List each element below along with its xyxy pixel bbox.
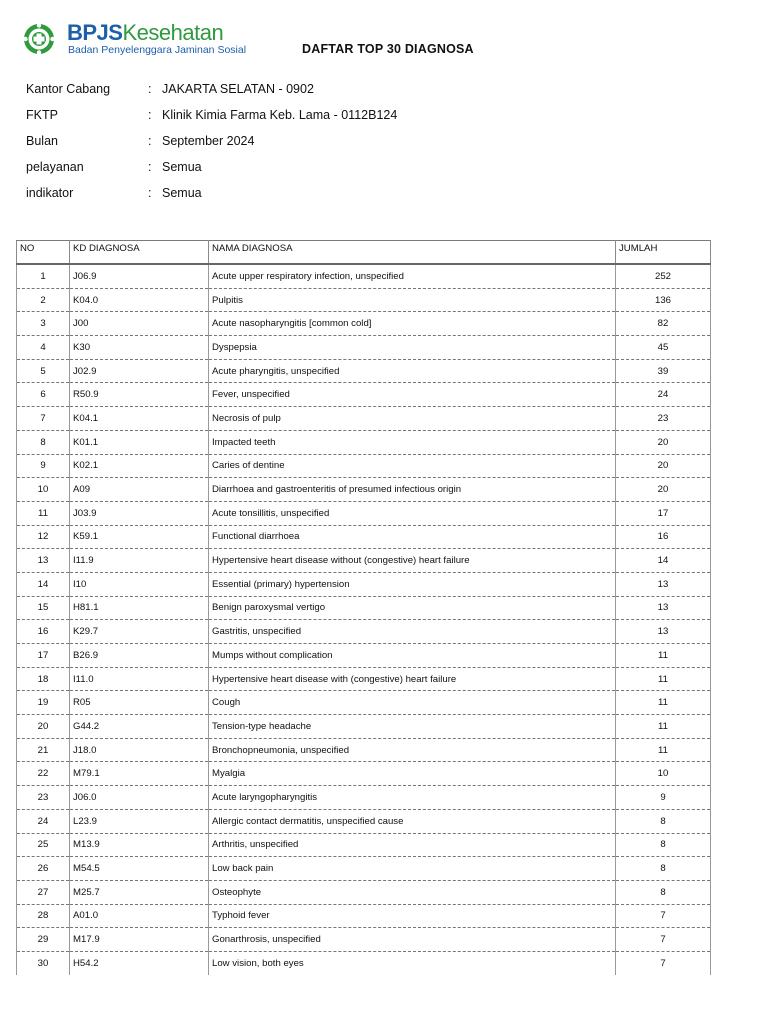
- cell-jumlah: 17: [616, 501, 711, 525]
- cell-kd-diagnosa: J02.9: [70, 359, 209, 383]
- cell-kd-diagnosa: M79.1: [70, 762, 209, 786]
- table-header-row: [17, 241, 711, 265]
- cell-kd-diagnosa: L23.9: [70, 809, 209, 833]
- cell-jumlah: 11: [616, 715, 711, 739]
- meta-label: indikator: [26, 186, 74, 200]
- cell-jumlah: 11: [616, 667, 711, 691]
- cell-no: 15: [17, 596, 70, 620]
- cell-no: 13: [17, 549, 70, 573]
- meta-label: Kantor Cabang: [26, 82, 111, 96]
- cell-kd-diagnosa: M13.9: [70, 833, 209, 857]
- cell-kd-diagnosa: K30: [70, 336, 209, 360]
- cell-no: 7: [17, 407, 70, 431]
- meta-label: pelayanan: [26, 160, 84, 174]
- cell-no: 17: [17, 644, 70, 668]
- cell-nama-diagnosa: Necrosis of pulp: [209, 407, 616, 431]
- cell-nama-diagnosa: Acute upper respiratory infection, unspecified: [209, 264, 616, 288]
- cell-nama-diagnosa: Diarrhoea and gastroenteritis of presumed infectious origin: [209, 478, 616, 502]
- cell-jumlah: 24: [616, 383, 711, 407]
- table-row: [17, 359, 711, 383]
- cell-kd-diagnosa: R50.9: [70, 383, 209, 407]
- cell-kd-diagnosa: A01.0: [70, 904, 209, 928]
- cell-jumlah: 8: [616, 857, 711, 881]
- table-row: [17, 478, 711, 502]
- table-row: [17, 549, 711, 573]
- diagnosis-table: [16, 240, 711, 975]
- meta-bulan: [26, 134, 397, 160]
- header-kd-diagnosa: KD DIAGNOSA: [70, 241, 209, 265]
- cell-nama-diagnosa: Typhoid fever: [209, 904, 616, 928]
- table-row: [17, 430, 711, 454]
- cell-nama-diagnosa: Gonarthrosis, unspecified: [209, 928, 616, 952]
- cell-kd-diagnosa: G44.2: [70, 715, 209, 739]
- cell-jumlah: 82: [616, 312, 711, 336]
- cell-kd-diagnosa: I10: [70, 572, 209, 596]
- cell-nama-diagnosa: Pulpitis: [209, 288, 616, 312]
- cell-kd-diagnosa: J18.0: [70, 738, 209, 762]
- table-row: [17, 738, 711, 762]
- cell-no: 5: [17, 359, 70, 383]
- table-row: [17, 880, 711, 904]
- meta-fktp: [26, 108, 397, 134]
- cell-nama-diagnosa: Functional diarrhoea: [209, 525, 616, 549]
- cell-no: 18: [17, 667, 70, 691]
- cell-kd-diagnosa: K02.1: [70, 454, 209, 478]
- table-row: [17, 809, 711, 833]
- table-row: [17, 336, 711, 360]
- cell-kd-diagnosa: H81.1: [70, 596, 209, 620]
- cell-nama-diagnosa: Mumps without complication: [209, 644, 616, 668]
- table-body: [17, 264, 711, 975]
- cell-nama-diagnosa: Dyspepsia: [209, 336, 616, 360]
- cell-nama-diagnosa: Gastritis, unspecified: [209, 620, 616, 644]
- cell-kd-diagnosa: M25.7: [70, 880, 209, 904]
- cell-jumlah: 136: [616, 288, 711, 312]
- meta-label: FKTP: [26, 108, 58, 122]
- cell-no: 14: [17, 572, 70, 596]
- cell-jumlah: 8: [616, 833, 711, 857]
- cell-kd-diagnosa: J00: [70, 312, 209, 336]
- meta-value: Semua: [162, 186, 202, 200]
- table-row: [17, 762, 711, 786]
- cell-no: 27: [17, 880, 70, 904]
- cell-no: 10: [17, 478, 70, 502]
- meta-value: Semua: [162, 160, 202, 174]
- cell-nama-diagnosa: Impacted teeth: [209, 430, 616, 454]
- table-row: [17, 596, 711, 620]
- table-row: [17, 715, 711, 739]
- logo-wordmark: BPJSKesehatan: [67, 20, 224, 45]
- meta-label: Bulan: [26, 134, 58, 148]
- cell-nama-diagnosa: Acute nasopharyngitis [common cold]: [209, 312, 616, 336]
- table-row: [17, 572, 711, 596]
- cell-kd-diagnosa: J03.9: [70, 501, 209, 525]
- cell-jumlah: 11: [616, 691, 711, 715]
- cell-nama-diagnosa: Essential (primary) hypertension: [209, 572, 616, 596]
- cell-no: 4: [17, 336, 70, 360]
- cell-no: 11: [17, 501, 70, 525]
- cell-kd-diagnosa: K04.0: [70, 288, 209, 312]
- cell-kd-diagnosa: M17.9: [70, 928, 209, 952]
- cell-kd-diagnosa: R05: [70, 691, 209, 715]
- table-row: [17, 951, 711, 974]
- cell-jumlah: 11: [616, 644, 711, 668]
- cell-no: 25: [17, 833, 70, 857]
- cell-kd-diagnosa: I11.0: [70, 667, 209, 691]
- cell-nama-diagnosa: Allergic contact dermatitis, unspecified cause: [209, 809, 616, 833]
- cell-no: 30: [17, 951, 70, 974]
- meta-colon: :: [148, 160, 152, 174]
- cell-no: 3: [17, 312, 70, 336]
- cell-kd-diagnosa: J06.0: [70, 786, 209, 810]
- header-nama-diagnosa: NAMA DIAGNOSA: [209, 241, 616, 265]
- table-row: [17, 501, 711, 525]
- cell-nama-diagnosa: Low vision, both eyes: [209, 951, 616, 974]
- cell-no: 2: [17, 288, 70, 312]
- meta-colon: :: [148, 108, 152, 122]
- cell-kd-diagnosa: K59.1: [70, 525, 209, 549]
- cell-no: 8: [17, 430, 70, 454]
- cell-kd-diagnosa: M54.5: [70, 857, 209, 881]
- bpjs-emblem-icon: [22, 22, 56, 56]
- table-row: [17, 525, 711, 549]
- report-meta: [26, 82, 397, 212]
- meta-value: September 2024: [162, 134, 255, 148]
- cell-kd-diagnosa: I11.9: [70, 549, 209, 573]
- cell-no: 24: [17, 809, 70, 833]
- table-row: [17, 264, 711, 288]
- cell-no: 23: [17, 786, 70, 810]
- cell-jumlah: 45: [616, 336, 711, 360]
- bpjs-logo: [22, 20, 247, 60]
- meta-colon: :: [148, 82, 152, 96]
- cell-nama-diagnosa: Acute laryngopharyngitis: [209, 786, 616, 810]
- cell-nama-diagnosa: Bronchopneumonia, unspecified: [209, 738, 616, 762]
- cell-jumlah: 39: [616, 359, 711, 383]
- cell-kd-diagnosa: B26.9: [70, 644, 209, 668]
- meta-pelayanan: [26, 160, 397, 186]
- cell-jumlah: 10: [616, 762, 711, 786]
- meta-colon: :: [148, 186, 152, 200]
- table-row: [17, 620, 711, 644]
- table-row: [17, 691, 711, 715]
- logo-tagline: Badan Penyelenggara Jaminan Sosial: [68, 44, 247, 56]
- cell-jumlah: 13: [616, 620, 711, 644]
- table-row: [17, 928, 711, 952]
- cell-jumlah: 20: [616, 454, 711, 478]
- cell-kd-diagnosa: K04.1: [70, 407, 209, 431]
- cell-kd-diagnosa: J06.9: [70, 264, 209, 288]
- cell-nama-diagnosa: Osteophyte: [209, 880, 616, 904]
- cell-jumlah: 13: [616, 596, 711, 620]
- cell-jumlah: 8: [616, 809, 711, 833]
- meta-indikator: [26, 186, 397, 212]
- cell-nama-diagnosa: Acute tonsillitis, unspecified: [209, 501, 616, 525]
- table-row: [17, 383, 711, 407]
- cell-nama-diagnosa: Acute pharyngitis, unspecified: [209, 359, 616, 383]
- cell-nama-diagnosa: Hypertensive heart disease without (congestive) heart failure: [209, 549, 616, 573]
- cell-no: 12: [17, 525, 70, 549]
- cell-jumlah: 23: [616, 407, 711, 431]
- cell-no: 22: [17, 762, 70, 786]
- cell-no: 19: [17, 691, 70, 715]
- header-jumlah: JUMLAH: [616, 241, 711, 265]
- meta-kantor-cabang: [26, 82, 397, 108]
- table-row: [17, 857, 711, 881]
- cell-jumlah: 7: [616, 928, 711, 952]
- meta-value: JAKARTA SELATAN - 0902: [162, 82, 314, 96]
- cell-jumlah: 14: [616, 549, 711, 573]
- cell-no: 16: [17, 620, 70, 644]
- cell-no: 6: [17, 383, 70, 407]
- cell-kd-diagnosa: A09: [70, 478, 209, 502]
- cell-nama-diagnosa: Low back pain: [209, 857, 616, 881]
- table-row: [17, 407, 711, 431]
- cell-nama-diagnosa: Myalgia: [209, 762, 616, 786]
- cell-no: 21: [17, 738, 70, 762]
- cell-no: 1: [17, 264, 70, 288]
- cell-jumlah: 7: [616, 951, 711, 974]
- cell-no: 9: [17, 454, 70, 478]
- table-row: [17, 904, 711, 928]
- cell-jumlah: 20: [616, 478, 711, 502]
- cell-nama-diagnosa: Caries of dentine: [209, 454, 616, 478]
- cell-no: 28: [17, 904, 70, 928]
- table-row: [17, 312, 711, 336]
- cell-jumlah: 9: [616, 786, 711, 810]
- cell-kd-diagnosa: H54.2: [70, 951, 209, 974]
- cell-nama-diagnosa: Hypertensive heart disease with (congestive) heart failure: [209, 667, 616, 691]
- page-title: DAFTAR TOP 30 DIAGNOSA: [302, 42, 474, 56]
- cell-jumlah: 20: [616, 430, 711, 454]
- cell-jumlah: 16: [616, 525, 711, 549]
- cell-nama-diagnosa: Cough: [209, 691, 616, 715]
- cell-nama-diagnosa: Tension-type headache: [209, 715, 616, 739]
- cell-nama-diagnosa: Benign paroxysmal vertigo: [209, 596, 616, 620]
- cell-no: 20: [17, 715, 70, 739]
- table-row: [17, 667, 711, 691]
- cell-jumlah: 13: [616, 572, 711, 596]
- table-row: [17, 288, 711, 312]
- cell-jumlah: 252: [616, 264, 711, 288]
- cell-no: 26: [17, 857, 70, 881]
- cell-jumlah: 8: [616, 880, 711, 904]
- cell-nama-diagnosa: Arthritis, unspecified: [209, 833, 616, 857]
- table-row: [17, 786, 711, 810]
- cell-no: 29: [17, 928, 70, 952]
- header-no: NO: [17, 241, 70, 265]
- table-row: [17, 454, 711, 478]
- meta-colon: :: [148, 134, 152, 148]
- meta-value: Klinik Kimia Farma Keb. Lama - 0112B124: [162, 108, 398, 122]
- cell-nama-diagnosa: Fever, unspecified: [209, 383, 616, 407]
- cell-kd-diagnosa: K29.7: [70, 620, 209, 644]
- cell-jumlah: 11: [616, 738, 711, 762]
- table-row: [17, 644, 711, 668]
- table-row: [17, 833, 711, 857]
- cell-jumlah: 7: [616, 904, 711, 928]
- cell-kd-diagnosa: K01.1: [70, 430, 209, 454]
